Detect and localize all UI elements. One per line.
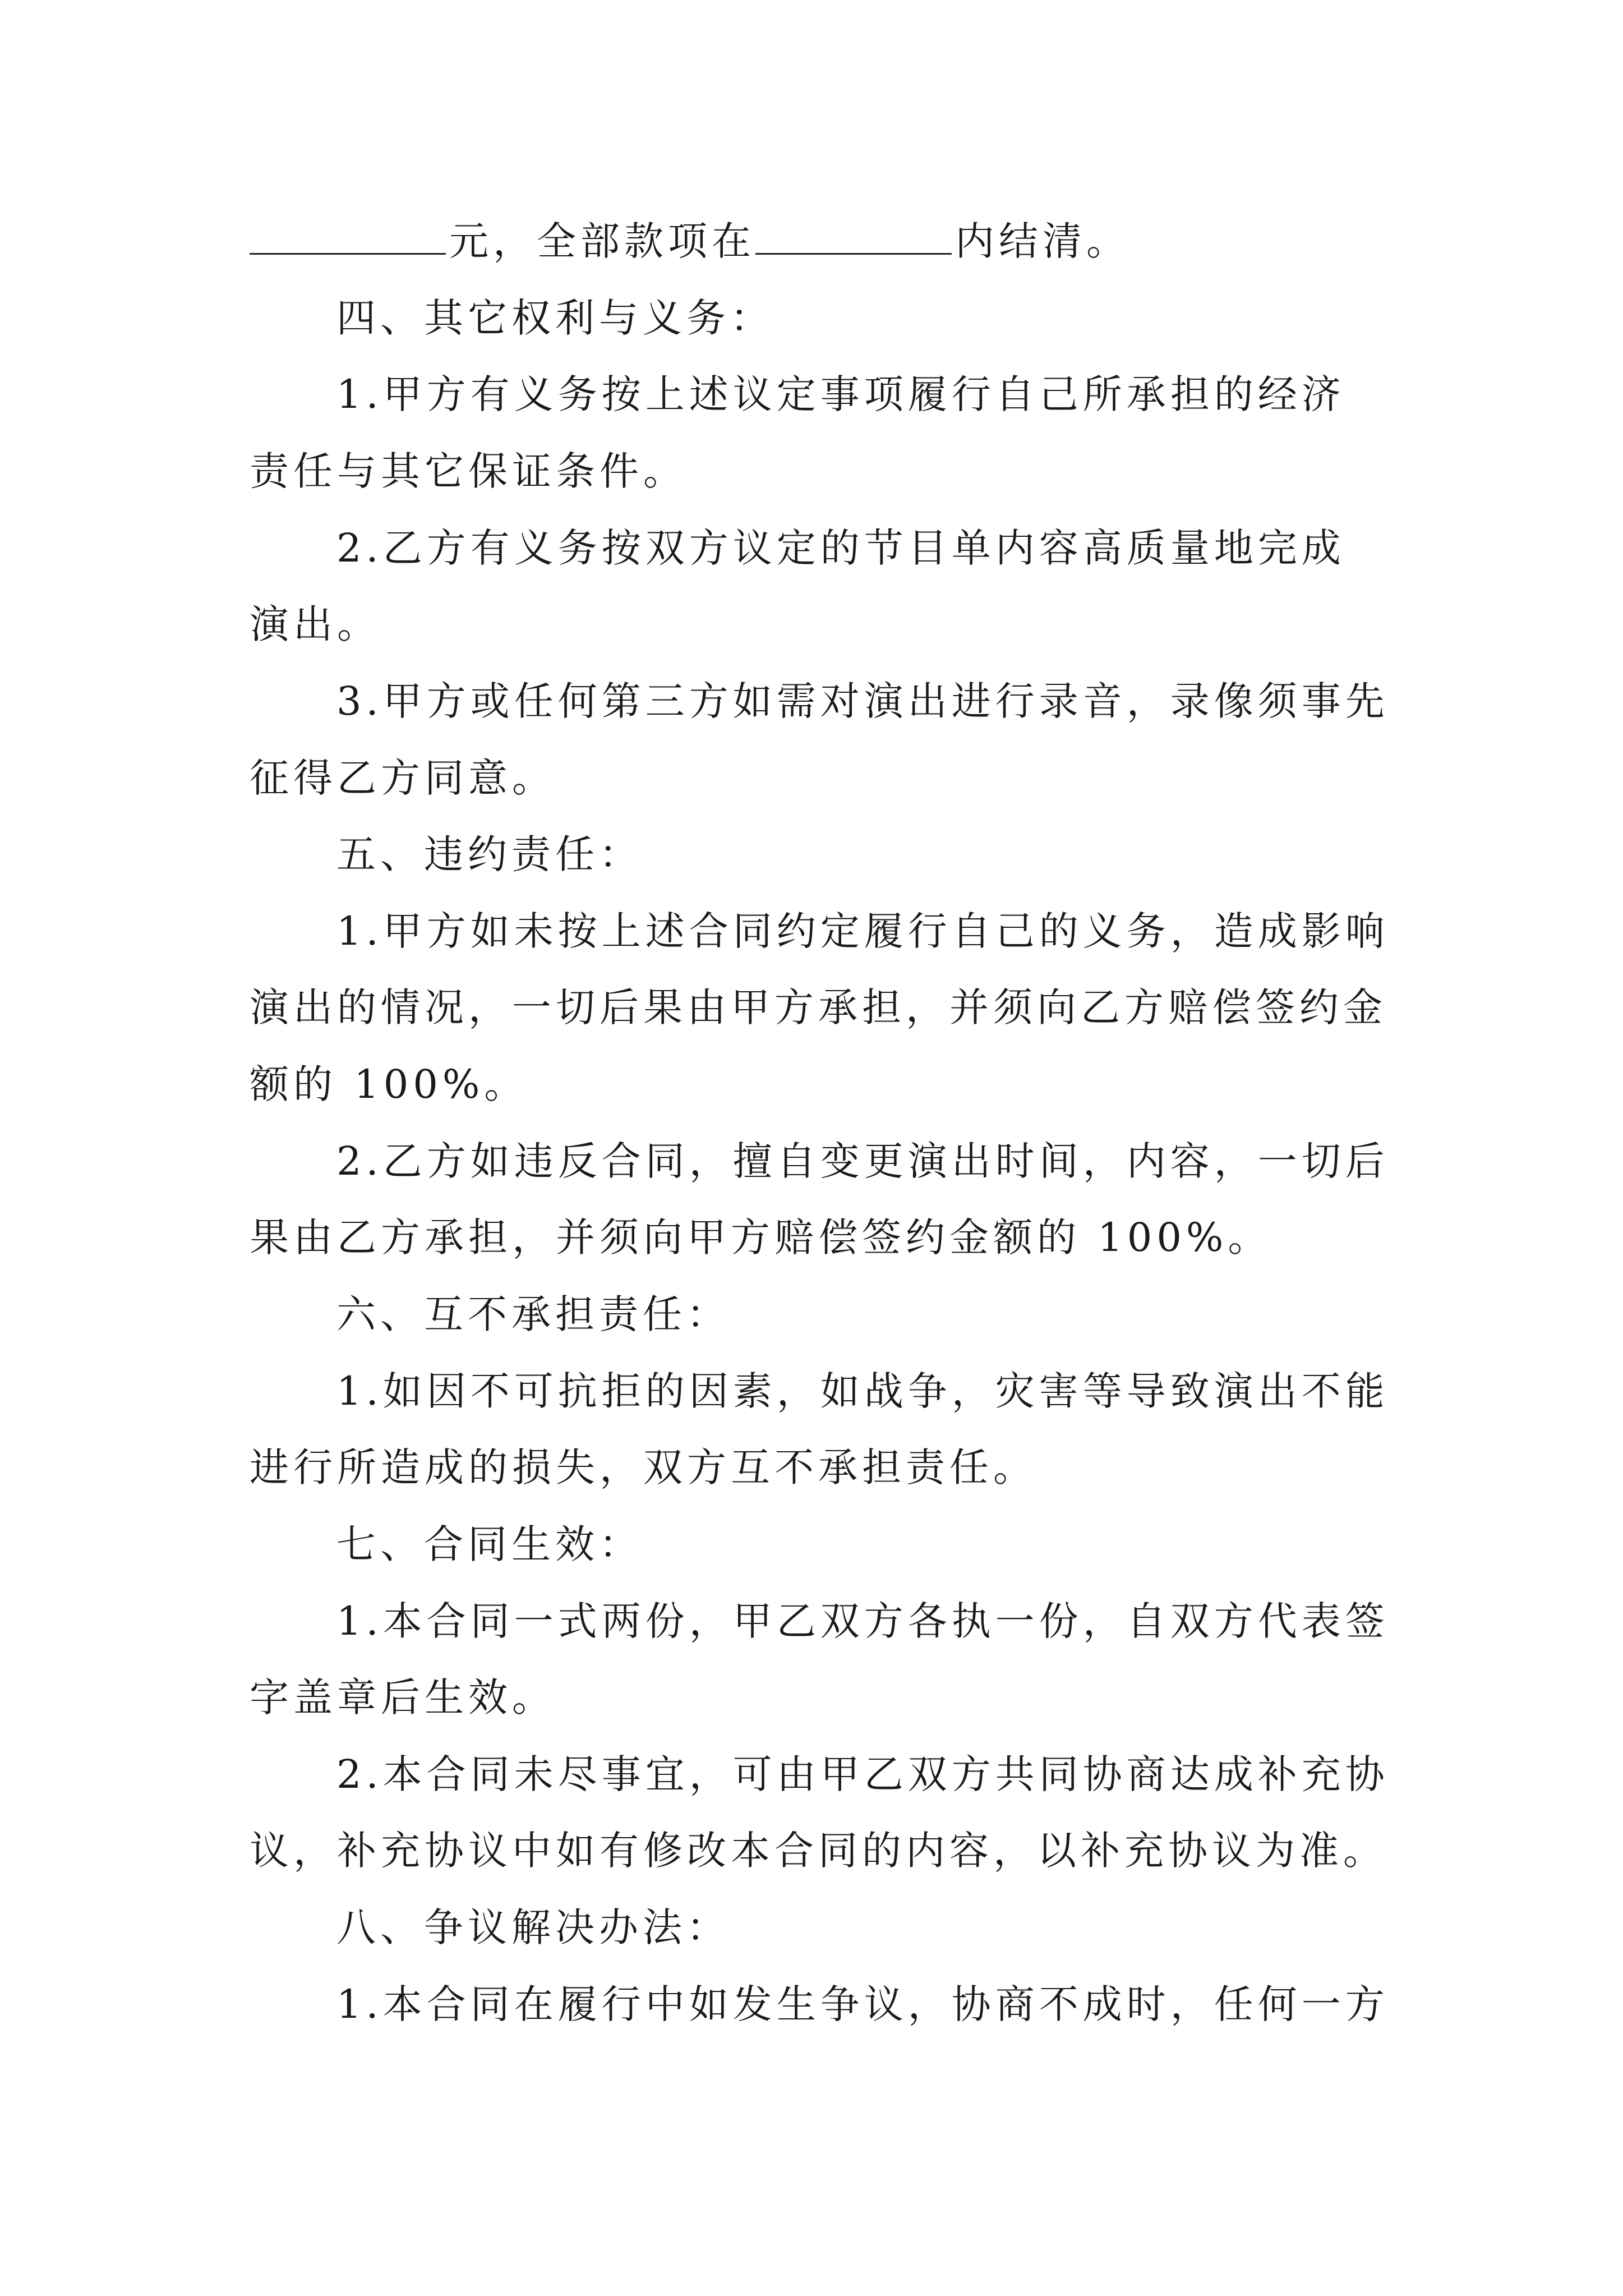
clause-line: 责任与其它保证条件。 (250, 448, 687, 494)
section-heading: 六、互不承担责任： (336, 1291, 730, 1337)
deadline-blank[interactable] (755, 219, 952, 255)
clause-line: 演出。 (250, 601, 381, 647)
clause-line: 2.本合同未尽事宜，可由甲乙双方共同协商达成补充协 (336, 1751, 1389, 1797)
clause-line: 果由乙方承担，并须向甲方赔偿签约金额的 100%。 (250, 1214, 1272, 1260)
clause-line: 3.甲方或任何第三方如需对演出进行录音，录像须事先 (336, 678, 1389, 724)
clause-line: 字盖章后生效。 (250, 1674, 556, 1720)
clause-line: 1.本合同一式两份，甲乙双方各执一份，自双方代表签 (336, 1598, 1389, 1644)
clause-line: 演出的情况，一切后果由甲方承担，并须向乙方赔偿签约金 (250, 984, 1387, 1030)
clause-line: 1.甲方有义务按上述议定事项履行自己所承担的经济 (336, 371, 1345, 417)
section-heading: 七、合同生效： (336, 1521, 643, 1567)
section-heading: 四、其它权利与义务： (336, 295, 774, 341)
section-heading: 八、争议解决办法： (336, 1904, 730, 1950)
payment-end-text: 内结清。 (955, 218, 1130, 264)
clause-line: 议，补充协议中如有修改本合同的内容，以补充协议为准。 (250, 1828, 1387, 1874)
payment-line (250, 216, 1130, 266)
clause-line: 2.乙方有义务按双方议定的节目单内容高质量地完成 (336, 525, 1345, 571)
clause-line: 额的 100%。 (250, 1061, 528, 1107)
clause-line: 进行所造成的损失，双方互不承担责任。 (250, 1444, 1037, 1490)
section-heading: 五、违约责任： (336, 831, 643, 877)
clause-line: 征得乙方同意。 (250, 755, 556, 801)
payment-text: 元，全部款项在 (449, 218, 755, 264)
clause-line: 1.如因不可抗拒的因素，如战争，灾害等导致演出不能 (336, 1368, 1389, 1414)
amount-blank[interactable] (250, 219, 446, 255)
clause-line: 2.乙方如违反合同，擅自变更演出时间，内容，一切后 (336, 1138, 1389, 1184)
clause-line: 1.本合同在履行中如发生争议，协商不成时，任何一方 (336, 1981, 1389, 2027)
clause-line: 1.甲方如未按上述合同约定履行自己的义务，造成影响 (336, 908, 1389, 954)
